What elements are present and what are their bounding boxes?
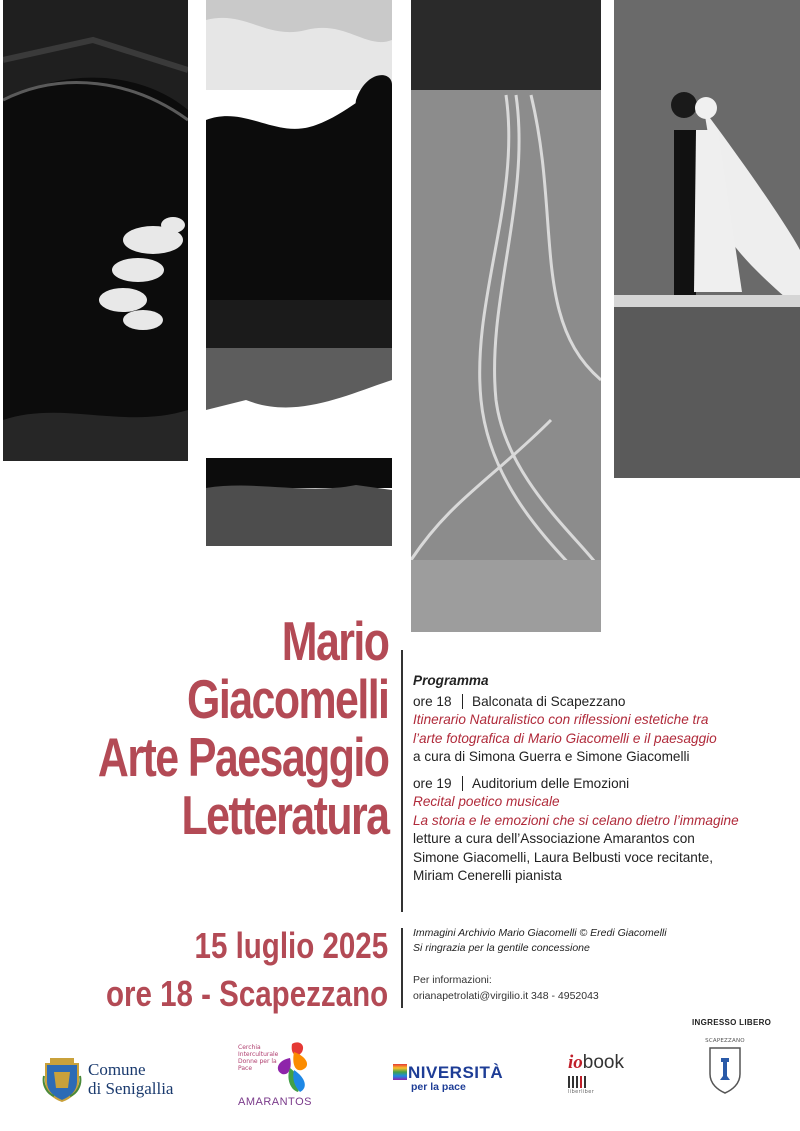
slot-2-time: ore 19 — [413, 775, 452, 791]
info-label: Per informazioni: — [413, 974, 492, 986]
program-heading: Programma — [413, 673, 489, 688]
title-line-2: Giacomelli — [186, 668, 388, 730]
universita-name: NIVERSITÀ — [408, 1063, 504, 1082]
iobook-logo — [568, 1052, 638, 1100]
divider-line — [401, 928, 403, 1008]
slot-1-description-2: l’arte fotografica di Mario Giacomelli e il paesaggio — [413, 730, 717, 746]
slot-2-place: Auditorium delle Emozioni — [472, 775, 630, 791]
comune-senigallia-logo — [42, 1052, 192, 1106]
program-slot-2-header — [413, 775, 798, 794]
slot-2-readings-3: Miriam Cenerelli pianista — [413, 868, 562, 883]
event-date: 15 luglio 2025 — [194, 925, 388, 966]
info-contact[interactable]: orianapetrolati@virgilio.it 348 - 4952043 — [413, 990, 599, 1002]
slot-separator — [462, 694, 464, 709]
divider-line — [401, 650, 403, 912]
slot-separator — [462, 776, 464, 791]
program-section — [413, 672, 798, 886]
senigallia-line-1: Comune — [88, 1060, 146, 1079]
amarantos-logo — [238, 1038, 313, 1108]
rainbow-u-icon — [393, 1064, 407, 1080]
slot-1-place: Balconata di Scapezzano — [472, 693, 626, 709]
event-time-place: ore 18 - Scapezzano — [105, 973, 388, 1014]
scapezzano-logo — [703, 1038, 747, 1098]
slot-1-description-1: Itinerario Naturalistico con riflessioni estetiche tra — [413, 712, 709, 727]
free-entry-label: INGRESSO LIBERO — [692, 1018, 772, 1027]
image-credits — [413, 926, 667, 956]
senigallia-crest-icon — [42, 1056, 82, 1102]
credits-line-2: Si ringrazia per la gentile concessione — [413, 942, 590, 954]
photo-tracks-field — [411, 0, 601, 632]
iobook-io: io — [568, 1052, 583, 1073]
slot-1-time: ore 18 — [413, 693, 452, 709]
title-line-1: Mario — [281, 610, 388, 672]
amarantos-subtitle: Cerchia Interculturale Donne per la Pace — [238, 1044, 279, 1072]
slot-2-readings-2: Simone Giacomelli, Laura Belbusti voce recitante, — [413, 849, 713, 865]
scapezzano-shield-icon — [708, 1046, 742, 1094]
iobook-sub: liberliber — [568, 1089, 595, 1095]
book-stack-icon — [568, 1076, 638, 1088]
scapezzano-label: SCAPEZZANO — [705, 1038, 745, 1044]
senigallia-line-2: di Senigallia — [88, 1079, 174, 1098]
contact-info — [413, 972, 599, 1004]
slot-2-readings-1: letture a cura dell’Associazione Amarantos con — [413, 831, 695, 846]
credits-line-1: Immagini Archivio Mario Giacomelli © Eredi Giacomelli — [413, 927, 667, 939]
universita-per-la-pace-logo — [393, 1063, 518, 1097]
photo-sky-landscape — [206, 0, 392, 546]
event-title — [98, 612, 388, 844]
title-line-4: Letteratura — [181, 784, 388, 846]
universita-subtitle: per la pace — [411, 1081, 466, 1093]
amarantos-name: AMARANTOS — [238, 1096, 312, 1108]
slot-1-curators: a cura di Simona Guerra e Simone Giacomelli — [413, 749, 690, 764]
photo-sheep-field — [3, 0, 188, 461]
iobook-book: book — [582, 1052, 624, 1073]
amarantos-figure-icon — [272, 1038, 312, 1094]
slot-2-subtitle: Recital poetico musicale — [413, 794, 560, 809]
event-date-block — [106, 922, 388, 1018]
program-slot-1-header — [413, 693, 798, 712]
title-line-3: Arte Paesaggio — [97, 726, 388, 788]
photo-wedding-couple — [614, 0, 800, 478]
slot-2-description: La storia e le emozioni che si celano dietro l’immagine — [413, 812, 739, 828]
